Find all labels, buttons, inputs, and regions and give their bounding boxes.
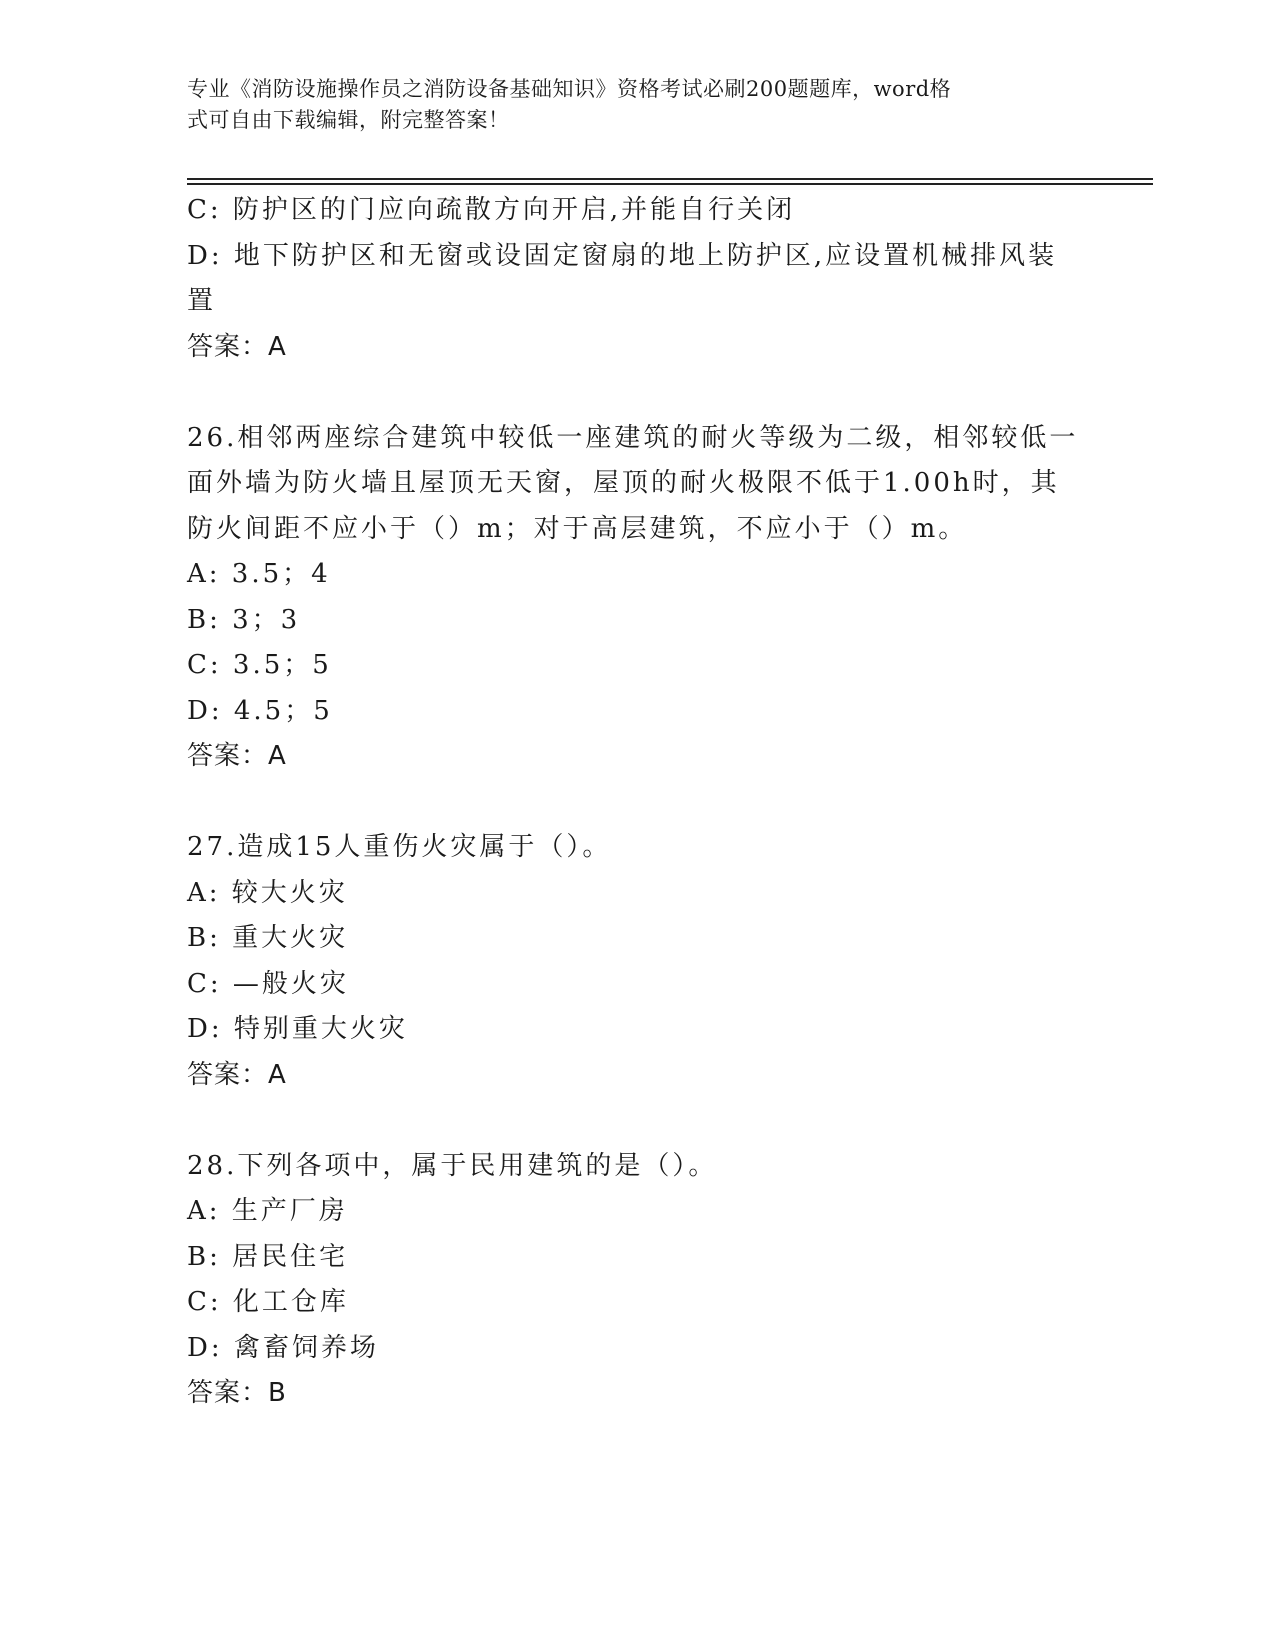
q26-option-d: D: 4.5；5 xyxy=(187,695,333,726)
q28-stem: 28.下列各项中，属于民用建筑的是（）。 xyxy=(187,1150,718,1181)
q28-option-a: A: 生产厂房 xyxy=(187,1196,348,1226)
header-line-1: 专业《消防设施操作员之消防设备基础知识》资格考试必刷200题题库，word格 xyxy=(187,77,952,101)
q27-option-c: C: —般火灾 xyxy=(187,968,349,999)
q28-answer: 答案：B xyxy=(187,1378,287,1408)
q25-option-d-line-2: 置 xyxy=(187,286,217,316)
q25-option-c: C: 防护区的门应向疏散方向开启,并能自行关闭 xyxy=(187,195,796,225)
spacer xyxy=(187,780,1087,826)
q26-stem-line-1: 26.相邻两座综合建筑中较低一座建筑的耐火等级为二级，相邻较低一 xyxy=(187,422,1079,453)
q27-option-d: D: 特别重大火灾 xyxy=(187,1014,408,1044)
header-divider-top xyxy=(187,178,1153,180)
question-28-block xyxy=(187,1144,1087,1417)
question-content xyxy=(187,188,1087,1417)
q26-stem-line-3: 防火间距不应小于（）m；对于高层建筑，不应小于（）m。 xyxy=(187,513,968,544)
q27-option-b: B: 重大火灾 xyxy=(187,923,349,953)
header-divider-bottom xyxy=(187,183,1153,185)
q26-answer: 答案：A xyxy=(187,741,287,771)
spacer xyxy=(187,1098,1087,1144)
document-header xyxy=(187,74,1067,136)
spacer xyxy=(187,370,1087,416)
q27-stem: 27.造成15人重伤火灾属于（）。 xyxy=(187,832,612,862)
question-27-block xyxy=(187,825,1087,1098)
q27-answer: 答案：A xyxy=(187,1059,287,1090)
q25-answer: 答案：A xyxy=(187,331,287,362)
q28-option-d: D: 禽畜饲养场 xyxy=(187,1332,379,1363)
question-25-block xyxy=(187,188,1087,370)
header-line-2: 式可自由下载编辑，附完整答案！ xyxy=(187,108,510,132)
q26-option-a: A: 3.5；4 xyxy=(187,559,331,589)
q26-option-b: B: 3；3 xyxy=(187,604,301,635)
question-26-block xyxy=(187,416,1087,780)
q28-option-c: C: 化工仓库 xyxy=(187,1287,349,1317)
q27-option-a: A: 较大火灾 xyxy=(187,877,348,908)
q26-option-c: C: 3.5；5 xyxy=(187,650,332,680)
q25-option-d-line-1: D: 地下防护区和无窗或设固定窗扇的地上防护区,应设置机械排风装 xyxy=(187,240,1058,271)
q26-stem-line-2: 面外墙为防火墙且屋顶无天窗，屋顶的耐火极限不低于1.00h时，其 xyxy=(187,468,1060,498)
q28-option-b: B: 居民住宅 xyxy=(187,1241,349,1272)
